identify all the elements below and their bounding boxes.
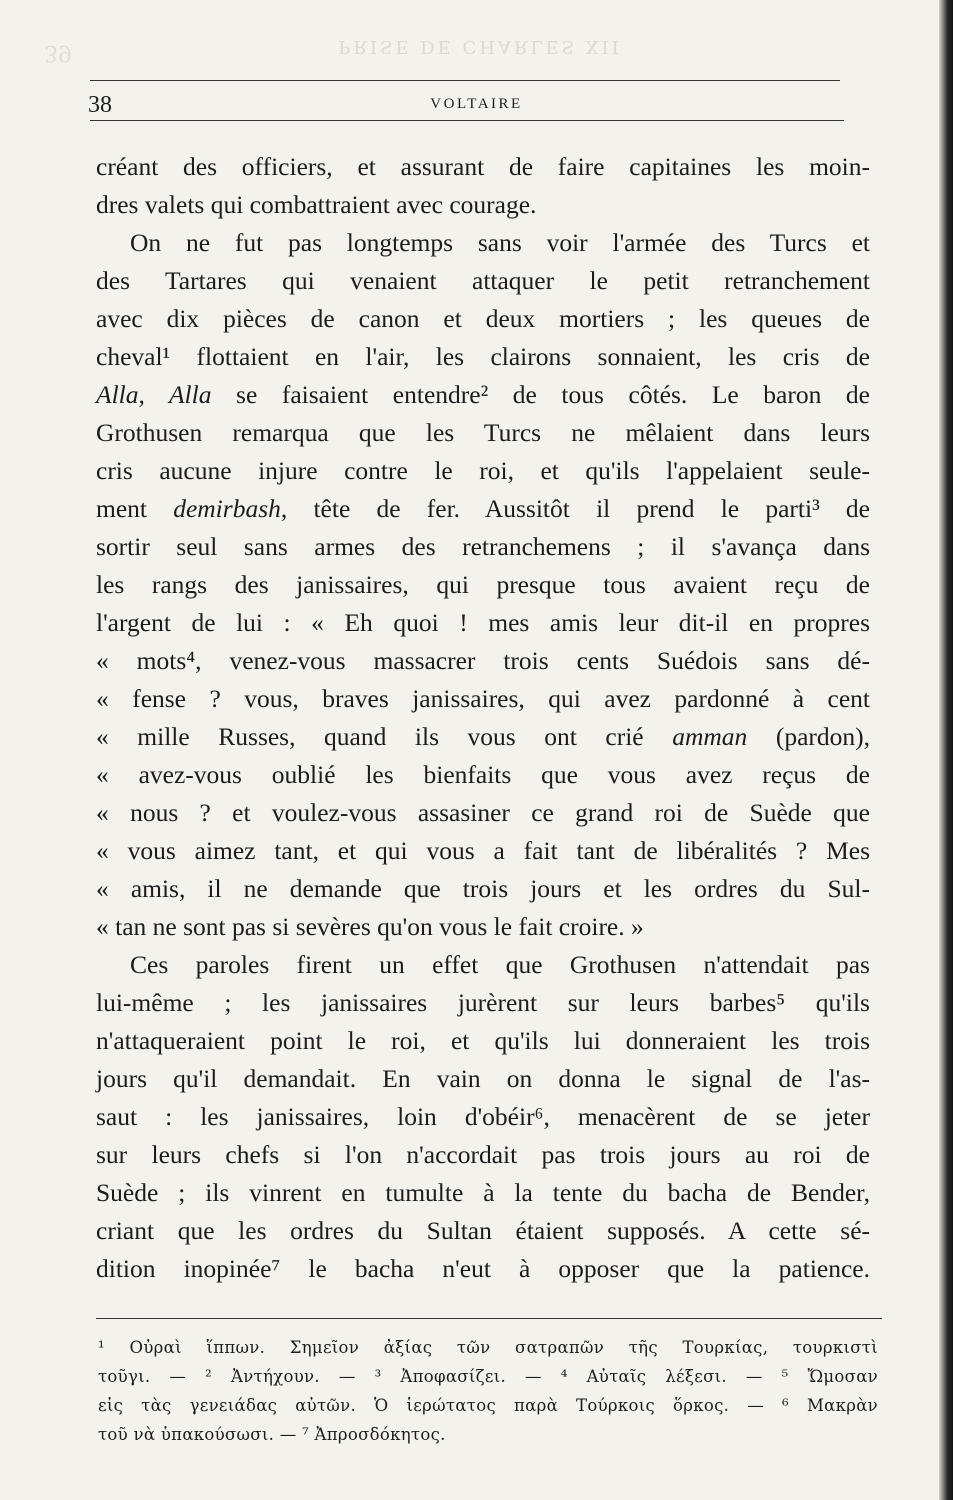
footnotes	[98, 1333, 878, 1449]
text-line: cheval¹ flottaient en l'air, les clairons sonnaient, les cris de	[96, 342, 870, 371]
bleed-through-running-head: PRISE DE CHARLES XII	[338, 36, 622, 57]
running-head: VOLTAIRE	[430, 96, 523, 112]
text-line: « amis, il ne demande que trois jours et les ordres du Sul-	[96, 874, 870, 903]
footnote-line: τοῦ νὰ ὑπακούσωσι. — ⁷ Ἀπροσδόκητος.	[98, 1425, 446, 1444]
page-gutter-shadow	[939, 0, 953, 1500]
text-line: « nous ? et voulez-vous assasiner ce grand roi de Suède que	[96, 798, 870, 827]
text-line: Grothusen remarqua que les Turcs ne mêlaient dans leurs	[96, 418, 870, 447]
text-line: Suède ; ils vinrent en tumulte à la tente du bacha de Bender,	[96, 1178, 870, 1207]
text-line: « tan ne sont pas si sevères qu'on vous le fait croire. »	[96, 912, 644, 941]
text-line: dition inopinée⁷ le bacha n'eut à opposer que la patience.	[96, 1254, 870, 1283]
text-line: criant que les ordres du Sultan étaient supposés. A cette sé-	[96, 1216, 870, 1245]
text-line: Alla, Alla se faisaient entendre² de tous côtés. Le baron de	[96, 380, 870, 409]
paragraph-2	[96, 224, 870, 946]
paragraph-1	[96, 148, 870, 224]
text-line: sortir seul sans armes des retranchemens ; il s'avança dans	[96, 532, 870, 561]
text-line: On ne fut pas longtemps sans voir l'armée des Turcs et	[130, 228, 870, 257]
footnote-line: ¹ Οὐραὶ ἵππων. Σημεῖον ἀξίας τῶν σατραπῶν τῆς Τουρκίας, τουρκιστὶ	[98, 1338, 878, 1357]
text-line: cris aucune injure contre le roi, et qu'ils l'appelaient seule-	[96, 456, 870, 485]
text-line: jours qu'il demandait. En vain on donna le signal de l'as-	[96, 1064, 870, 1093]
text-line: lui-même ; les janissaires jurèrent sur leurs barbes⁵ qu'ils	[96, 988, 870, 1017]
text-line: sur leurs chefs si l'on n'accordait pas trois jours au roi de	[96, 1140, 870, 1169]
text-line: l'argent de lui : « Eh quoi ! mes amis leur dit-il en propres	[96, 608, 870, 637]
text-line: Ces paroles firent un effet que Grothusen n'attendait pas	[130, 950, 870, 979]
text-line: « mots⁴, venez-vous massacrer trois cents Suédois sans dé-	[96, 646, 870, 675]
page-number: 38	[88, 92, 112, 118]
body-text	[96, 148, 870, 1288]
text-line: avec dix pièces de canon et deux mortiers ; les queues de	[96, 304, 870, 333]
text-line: saut : les janissaires, loin d'obéir⁶, menacèrent de se jeter	[96, 1102, 870, 1131]
footnote-line: τοῦγι. — ² Ἀντήχουν. — ³ Ἀποφασίζει. — ⁴ Αὐταῖς λέξεσι. — ⁵ Ὤμοσαν	[98, 1367, 878, 1386]
text-line: ment demirbash, tête de fer. Aussitôt il prend le parti³ de	[96, 494, 870, 523]
text-line: les rangs des janissaires, qui presque tous avaient reçu de	[96, 570, 870, 599]
header-rule	[90, 120, 844, 121]
text-line: créant des officiers, et assurant de faire capitaines les moin-	[96, 152, 870, 181]
paragraph-3	[96, 946, 870, 1288]
bleed-through-page-number: 39	[44, 40, 72, 65]
top-rule	[90, 80, 840, 81]
text-line: n'attaqueraient point le roi, et qu'ils lui donneraient les trois	[96, 1026, 870, 1055]
text-line: « vous aimez tant, et qui vous a fait tant de libéralités ? Mes	[96, 836, 870, 865]
text-line: des Tartares qui venaient attaquer le petit retranchement	[96, 266, 870, 295]
text-line: « mille Russes, quand ils vous ont crié amman (pardon),	[96, 722, 871, 751]
text-line: « avez-vous oublié les bienfaits que vous avez reçus de	[96, 760, 870, 789]
footnote-rule	[96, 1318, 882, 1319]
footnote-line: εἰς τὰς γενειάδας αὐτῶν. Ὁ ἱερώτατος παρὰ Τούρκοις ὅρκος. — ⁶ Μακρὰν	[98, 1396, 878, 1415]
text-line: « fense ? vous, braves janissaires, qui avez pardonné à cent	[96, 684, 870, 713]
text-line: dres valets qui combattraient avec courage.	[96, 190, 537, 219]
